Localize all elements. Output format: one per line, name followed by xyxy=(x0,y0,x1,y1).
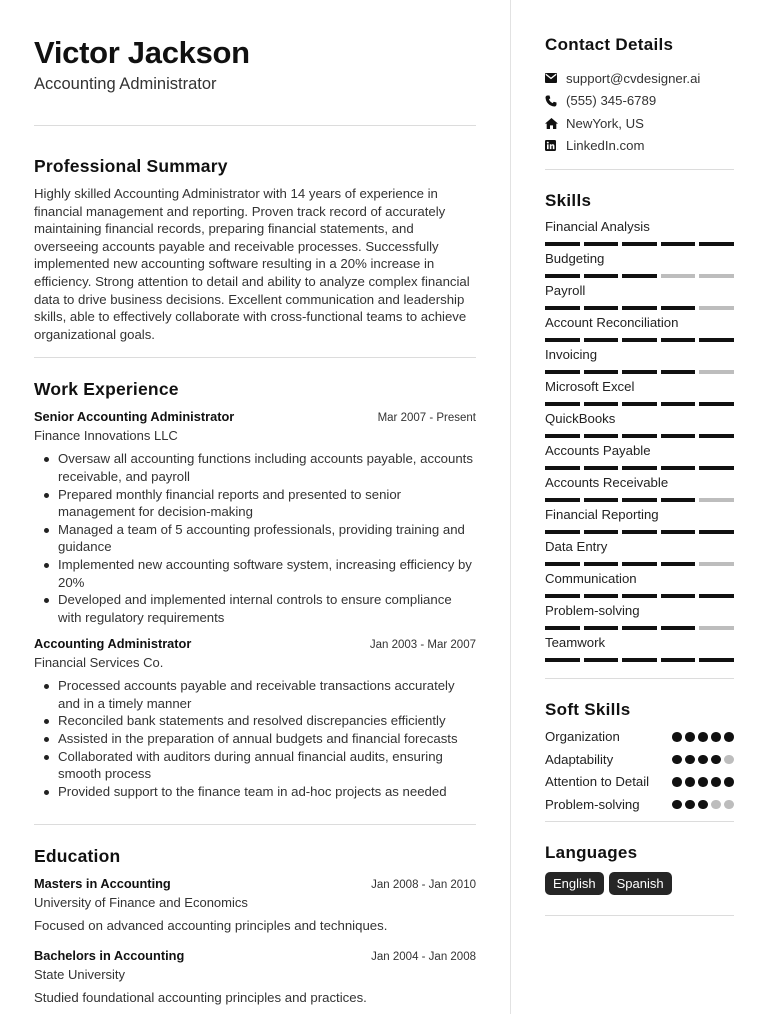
job-bullet: Implemented new accounting software system, increasing efficiency by 20% xyxy=(34,556,476,591)
skill-item xyxy=(545,602,734,634)
skill-level-segment xyxy=(699,498,734,502)
skill-level-segment xyxy=(545,594,580,598)
soft-skill-item xyxy=(545,796,734,814)
skill-level-segment xyxy=(622,466,657,470)
skill-level-segment xyxy=(661,434,696,438)
rating-dot xyxy=(672,777,682,787)
rating-dot xyxy=(685,800,695,810)
skill-level-segment xyxy=(584,370,619,374)
skill-label: Accounts Receivable xyxy=(545,475,669,490)
job-date: Jan 2003 - Mar 2007 xyxy=(369,639,476,652)
contact-email[interactable] xyxy=(545,67,734,90)
skill-level-segment xyxy=(584,594,619,598)
soft-skill-rating xyxy=(672,751,734,765)
divider xyxy=(545,678,734,679)
language-chip: English xyxy=(545,872,604,895)
skill-level-segment xyxy=(584,338,619,342)
skill-level-segment xyxy=(699,370,734,374)
rating-dot xyxy=(698,777,708,787)
skills-heading: Skills xyxy=(545,191,592,210)
skill-item xyxy=(545,378,734,410)
job-bullet: Reconciled bank statements and resolved discrepancies efficiently xyxy=(34,712,476,730)
rating-dot xyxy=(711,777,721,787)
soft-skill-item xyxy=(545,773,734,791)
skill-label: Teamwork xyxy=(545,635,606,650)
education-degree: Masters in Accounting xyxy=(34,876,171,892)
education-school: State University xyxy=(34,967,126,983)
skill-level-segment xyxy=(545,498,580,502)
skill-level-segment xyxy=(699,306,734,310)
skill-level-segment xyxy=(545,306,580,310)
job-role: Senior Accounting Administrator xyxy=(34,409,235,425)
skill-level-segment xyxy=(622,434,657,438)
divider xyxy=(34,357,476,358)
skill-level-segment xyxy=(584,498,619,502)
skill-item xyxy=(545,442,734,474)
contact-email-text: support@cvdesigner.ai xyxy=(566,70,701,86)
skill-level-segment xyxy=(699,658,734,662)
soft-skill-rating xyxy=(672,773,734,787)
soft-skills-list xyxy=(545,728,734,813)
candidate-title: Accounting Administrator xyxy=(34,75,217,93)
contact-phone-text: (555) 345-6789 xyxy=(566,93,657,109)
skill-level-segment xyxy=(699,434,734,438)
job-bullet: Processed accounts payable and receivable transactions accurately and in a timely manner xyxy=(34,677,476,712)
skill-item xyxy=(545,282,734,314)
skill-level-segment xyxy=(661,498,696,502)
skill-level-segment xyxy=(661,338,696,342)
skill-level-segment xyxy=(661,626,696,630)
skill-item xyxy=(545,410,734,442)
divider xyxy=(545,169,734,170)
envelope-icon xyxy=(545,73,566,83)
skill-level-segment xyxy=(545,242,580,246)
soft-skill-item xyxy=(545,728,734,746)
rating-dot xyxy=(711,800,721,810)
skill-label: Budgeting xyxy=(545,251,605,266)
skill-level-segment xyxy=(584,626,619,630)
job-entry xyxy=(34,408,476,626)
skill-level-segment xyxy=(545,402,580,406)
rating-dot xyxy=(698,732,708,742)
soft-skill-label: Attention to Detail xyxy=(545,774,650,790)
soft-skills-heading: Soft Skills xyxy=(545,700,631,719)
skill-level-bar xyxy=(545,242,734,246)
job-company: Finance Innovations LLC xyxy=(34,428,178,444)
rating-dot xyxy=(685,777,695,787)
divider xyxy=(34,125,476,126)
skill-label: Communication xyxy=(545,571,637,586)
skill-level-segment xyxy=(622,594,657,598)
skills-list xyxy=(545,218,734,666)
skill-label: Financial Reporting xyxy=(545,507,659,522)
main-column xyxy=(34,36,476,1007)
job-bullet: Managed a team of 5 accounting professionals, providing training and guidance xyxy=(34,521,476,556)
skill-level-bar xyxy=(545,466,734,470)
phone-icon xyxy=(545,95,566,107)
skill-level-bar xyxy=(545,434,734,438)
skill-level-segment xyxy=(699,594,734,598)
skill-level-segment xyxy=(699,626,734,630)
work-heading: Work Experience xyxy=(34,379,179,400)
skill-level-segment xyxy=(661,306,696,310)
linkedin-icon xyxy=(545,140,566,151)
skill-item xyxy=(545,474,734,506)
skill-level-segment xyxy=(661,370,696,374)
soft-skill-item xyxy=(545,751,734,769)
divider xyxy=(34,824,476,825)
job-bullet: Prepared monthly financial reports and presented to senior management for decision-making xyxy=(34,486,476,521)
skill-label: Account Reconciliation xyxy=(545,315,679,330)
skill-level-segment xyxy=(661,658,696,662)
skill-level-segment xyxy=(622,626,657,630)
skill-level-segment xyxy=(661,242,696,246)
candidate-name: Victor Jackson xyxy=(34,35,250,70)
rating-dot xyxy=(724,800,734,810)
rating-dot xyxy=(698,755,708,765)
skill-level-bar xyxy=(545,562,734,566)
contact-heading: Contact Details xyxy=(545,35,674,54)
skill-level-segment xyxy=(699,530,734,534)
skill-level-segment xyxy=(545,658,580,662)
skill-label: Data Entry xyxy=(545,539,608,554)
education-date: Jan 2008 - Jan 2010 xyxy=(371,879,476,892)
rating-dot xyxy=(672,755,682,765)
skill-level-segment xyxy=(584,242,619,246)
skill-level-segment xyxy=(699,402,734,406)
skill-level-segment xyxy=(622,338,657,342)
skill-label: Microsoft Excel xyxy=(545,379,635,394)
job-bullets xyxy=(34,450,476,626)
column-divider xyxy=(510,0,511,1014)
contact-location xyxy=(545,112,734,135)
skill-level-segment xyxy=(545,626,580,630)
skill-level-segment xyxy=(699,242,734,246)
home-icon xyxy=(545,118,566,129)
skill-level-bar xyxy=(545,402,734,406)
rating-dot xyxy=(685,732,695,742)
skill-level-segment xyxy=(661,594,696,598)
job-bullet: Assisted in the preparation of annual budgets and financial forecasts xyxy=(34,730,476,748)
languages-list xyxy=(545,872,734,895)
rating-dot xyxy=(724,777,734,787)
skill-level-segment xyxy=(545,338,580,342)
skill-level-segment xyxy=(584,562,619,566)
job-bullets xyxy=(34,677,476,800)
education-description: Focused on advanced accounting principles and techniques. xyxy=(34,918,388,934)
skill-level-segment xyxy=(545,466,580,470)
languages-heading: Languages xyxy=(545,843,638,863)
skill-level-bar xyxy=(545,530,734,534)
skill-item xyxy=(545,506,734,538)
skill-level-segment xyxy=(661,530,696,534)
soft-skill-label: Adaptability xyxy=(545,751,614,767)
rating-dot xyxy=(724,755,734,765)
skill-item xyxy=(545,538,734,570)
skill-level-segment xyxy=(661,274,696,278)
skill-label: QuickBooks xyxy=(545,411,616,426)
skill-item xyxy=(545,250,734,282)
skill-level-segment xyxy=(622,274,657,278)
skill-level-segment xyxy=(699,274,734,278)
skill-level-bar xyxy=(545,626,734,630)
skill-level-segment xyxy=(699,338,734,342)
soft-skill-label: Problem-solving xyxy=(545,796,640,812)
education-degree: Bachelors in Accounting xyxy=(34,948,185,964)
skill-item xyxy=(545,346,734,378)
skill-level-bar xyxy=(545,498,734,502)
skill-item xyxy=(545,314,734,346)
skill-level-segment xyxy=(545,530,580,534)
contact-location-text: NewYork, US xyxy=(566,115,644,131)
skill-level-segment xyxy=(622,658,657,662)
skill-level-segment xyxy=(584,658,619,662)
skill-level-segment xyxy=(622,562,657,566)
skill-label: Invoicing xyxy=(545,347,598,362)
skill-level-segment xyxy=(545,434,580,438)
skill-level-bar xyxy=(545,658,734,662)
education-entry xyxy=(34,947,476,1007)
skill-label: Financial Analysis xyxy=(545,219,650,234)
skill-level-segment xyxy=(622,530,657,534)
skill-level-segment xyxy=(699,466,734,470)
job-bullet: Provided support to the finance team in ad-hoc projects as needed xyxy=(34,783,476,801)
sidebar-column xyxy=(545,34,734,916)
job-role: Accounting Administrator xyxy=(34,636,192,652)
contact-list xyxy=(545,67,734,157)
soft-skill-label: Organization xyxy=(545,729,620,744)
skill-level-segment xyxy=(622,498,657,502)
skill-level-bar xyxy=(545,274,734,278)
skill-level-segment xyxy=(545,370,580,374)
skill-level-segment xyxy=(622,242,657,246)
skill-level-segment xyxy=(584,402,619,406)
rating-dot xyxy=(672,800,682,810)
skill-level-bar xyxy=(545,306,734,310)
soft-skill-rating xyxy=(672,728,734,742)
skill-item xyxy=(545,570,734,602)
job-bullet: Developed and implemented internal controls to ensure compliance with regulatory requirements xyxy=(34,591,476,626)
job-entry xyxy=(34,635,476,800)
education-school: University of Finance and Economics xyxy=(34,895,248,911)
rating-dot xyxy=(685,755,695,765)
skill-level-segment xyxy=(622,370,657,374)
job-bullet: Collaborated with auditors during annual financial audits, ensuring smooth process xyxy=(34,748,476,783)
skill-level-bar xyxy=(545,594,734,598)
skill-level-segment xyxy=(584,306,619,310)
rating-dot xyxy=(711,732,721,742)
skill-label: Problem-solving xyxy=(545,603,640,618)
education-entry xyxy=(34,875,476,935)
education-date: Jan 2004 - Jan 2008 xyxy=(371,951,476,964)
skill-level-segment xyxy=(661,466,696,470)
skill-item xyxy=(545,218,734,250)
rating-dot xyxy=(724,732,734,742)
skill-level-bar xyxy=(545,338,734,342)
skill-level-segment xyxy=(584,530,619,534)
skill-label: Accounts Payable xyxy=(545,443,651,458)
skill-level-bar xyxy=(545,370,734,374)
soft-skill-rating xyxy=(672,796,734,810)
skill-level-segment xyxy=(545,274,580,278)
skill-item xyxy=(545,634,734,666)
skill-level-segment xyxy=(699,562,734,566)
skill-level-segment xyxy=(661,562,696,566)
summary-text: Highly skilled Accounting Administrator with 14 years of experience in financial management and reporting. Proven track record of accurately maintaining financial records, preparing financial statements, and overseeing accounts payable and receivable processes. Successfully implemented new accounting software resulting in a 20% increase in efficiency. Strong attention to detail and ability to analyze complex financial data to drive business decisions. Excellent communication and leadership skills, able to effectively collaborate with cross-functional teams to achieve organizational goals. xyxy=(34,186,470,342)
skill-level-segment xyxy=(584,466,619,470)
rating-dot xyxy=(711,755,721,765)
contact-linkedin[interactable] xyxy=(545,135,734,158)
education-heading: Education xyxy=(34,846,121,867)
skill-level-segment xyxy=(622,306,657,310)
job-company: Financial Services Co. xyxy=(34,655,164,671)
skill-label: Payroll xyxy=(545,283,586,298)
language-chip: Spanish xyxy=(609,872,672,895)
education-description: Studied foundational accounting principles and practices. xyxy=(34,990,367,1006)
skill-level-segment xyxy=(622,402,657,406)
divider xyxy=(545,915,734,916)
summary-heading: Professional Summary xyxy=(34,156,228,176)
skill-level-segment xyxy=(584,274,619,278)
divider xyxy=(545,821,734,822)
job-date: Mar 2007 - Present xyxy=(377,412,476,425)
job-bullet: Oversaw all accounting functions including accounts payable, accounts receivable, and payroll xyxy=(34,450,476,485)
rating-dot xyxy=(672,732,682,742)
contact-phone[interactable] xyxy=(545,90,734,113)
skill-level-segment xyxy=(545,562,580,566)
skill-level-segment xyxy=(661,402,696,406)
rating-dot xyxy=(698,800,708,810)
contact-linkedin-text: LinkedIn.com xyxy=(566,138,645,154)
skill-level-segment xyxy=(584,434,619,438)
